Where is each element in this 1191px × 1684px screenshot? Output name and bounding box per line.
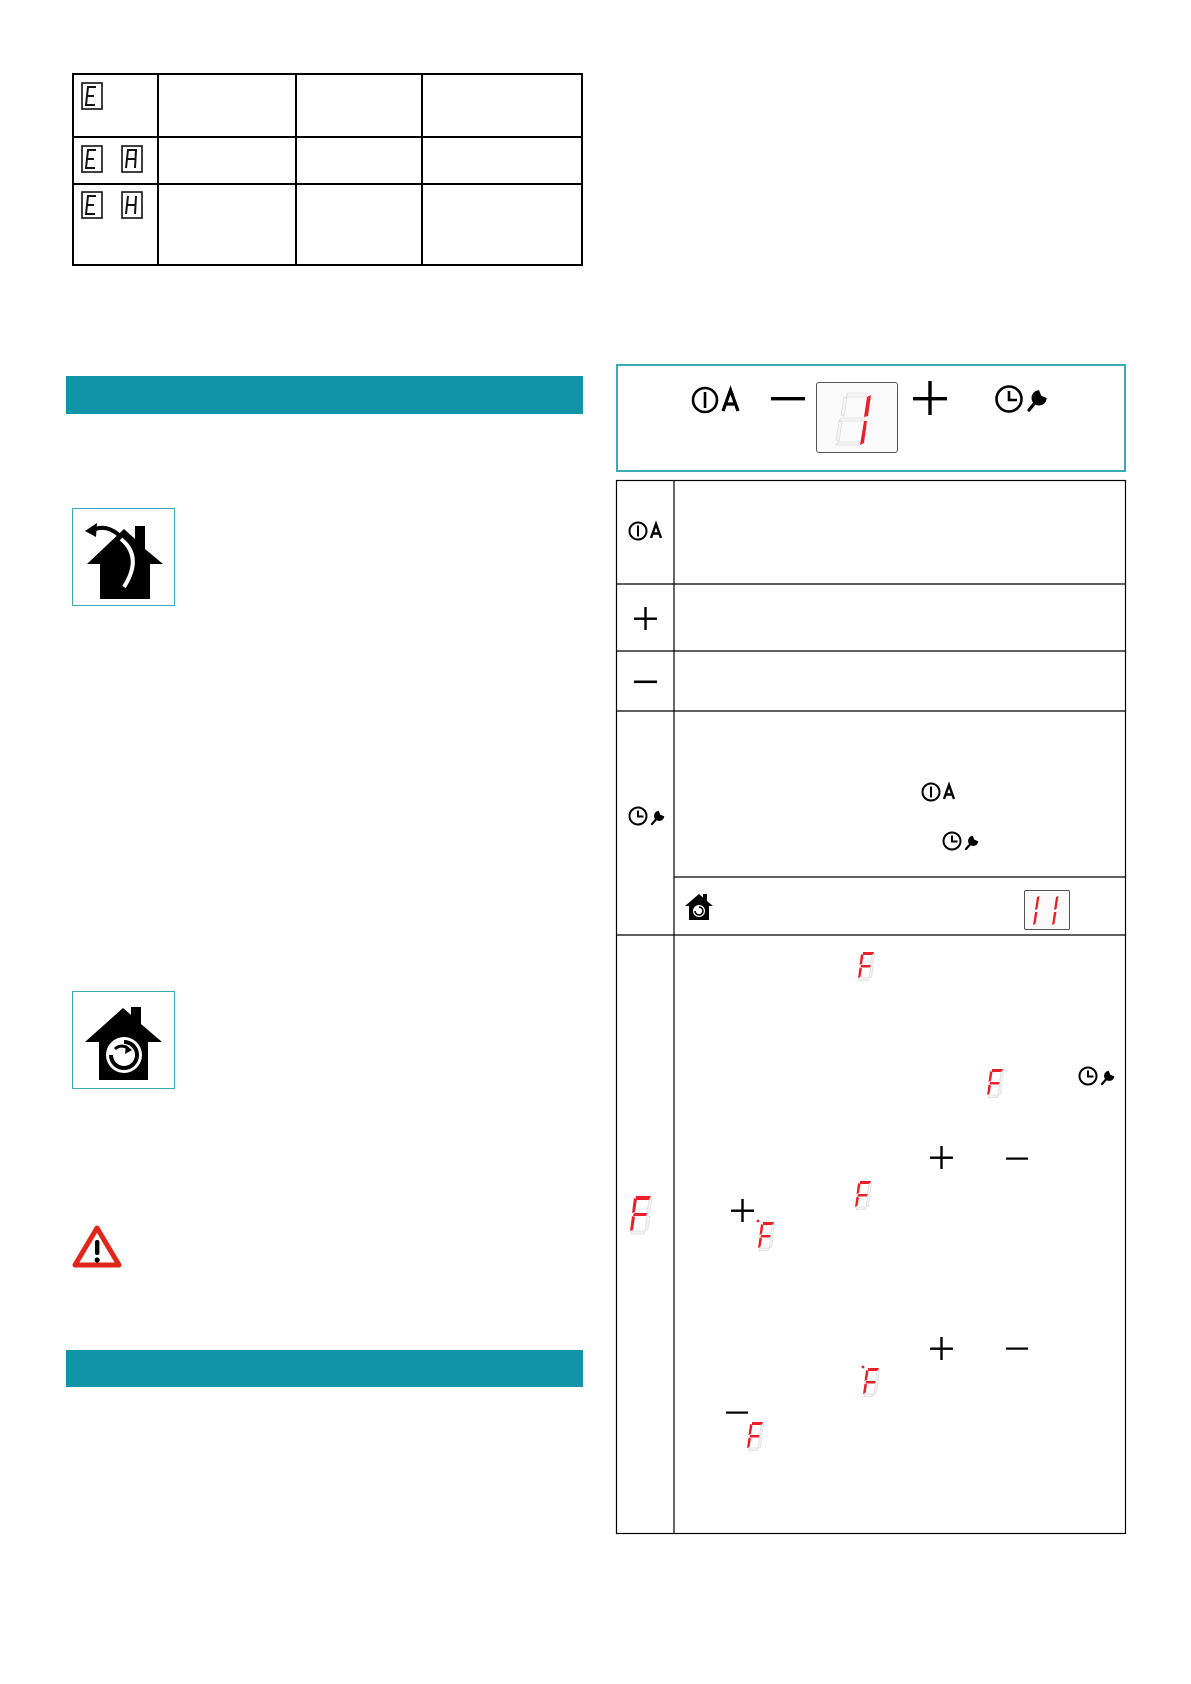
seven-segment-f-icon — [986, 1067, 1006, 1099]
plus-icon — [634, 607, 658, 631]
lcd-e-icon — [81, 191, 103, 219]
timer-service-icon — [993, 382, 1055, 416]
timer-service-icon — [942, 830, 986, 854]
lcd-h-icon — [121, 191, 143, 219]
timer-display-11 — [1024, 890, 1070, 930]
lcd-e-icon — [81, 82, 103, 110]
function-icon-box — [72, 508, 175, 606]
seven-segment-digit-1 — [817, 383, 896, 451]
power-auto-icon — [921, 781, 961, 805]
minus-icon — [1006, 1347, 1030, 1351]
seven-segment-f-icon — [746, 1420, 766, 1452]
control-panel-display — [816, 382, 898, 453]
house-with-rotation-icon — [73, 992, 174, 1088]
timer-service-icon — [628, 805, 672, 829]
minus-icon — [726, 1411, 750, 1415]
power-auto-icon — [690, 384, 746, 418]
minus-icon — [1006, 1157, 1030, 1161]
seven-segment-f-dot-icon — [755, 1218, 777, 1252]
seven-segment-f-dot-icon — [860, 1364, 882, 1398]
seven-segment-f-icon — [628, 1192, 656, 1236]
minus-icon — [771, 396, 807, 402]
error-code-table — [72, 73, 583, 266]
plus-icon — [930, 1337, 954, 1361]
lcd-e-icon — [81, 145, 103, 173]
control-panel-diagram — [616, 364, 1126, 472]
house-with-rotation-icon — [684, 892, 716, 922]
lcd-a-icon — [121, 145, 143, 173]
section-header-bar — [66, 1350, 583, 1387]
control-function-table — [616, 480, 1126, 1534]
house-with-return-arrow-icon — [73, 509, 174, 605]
seven-segment-f-icon — [857, 950, 877, 982]
error-code-table-grid — [72, 73, 583, 266]
function-icon-box — [72, 991, 175, 1089]
minus-icon — [634, 680, 658, 685]
seven-segment-digits-11 — [1025, 891, 1069, 929]
timer-service-icon — [1078, 1065, 1122, 1089]
warning-triangle-icon — [72, 1225, 122, 1269]
section-header-bar — [66, 376, 583, 414]
plus-icon — [930, 1146, 954, 1170]
power-auto-icon — [628, 520, 668, 544]
plus-icon — [913, 381, 949, 417]
seven-segment-f-icon — [854, 1179, 874, 1211]
plus-icon — [731, 1199, 755, 1223]
